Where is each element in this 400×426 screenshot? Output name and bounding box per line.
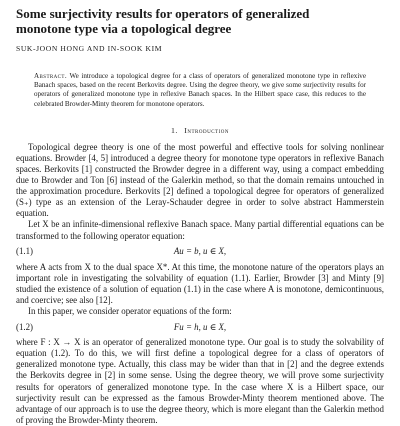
abstract-label: Abstract.: [34, 72, 68, 80]
section-title: Introduction: [184, 125, 230, 135]
equation-1-2: [16, 319, 384, 335]
paragraph-1: Topological degree theory is one of the most powerful and effective tools for solving nonlinear equations. Browder [4, 5] introduced a degree theory for monotone type operators in reflexive Banach spaces. Berkovits [1] constructed the Browder degree in a different way, using a compact embedding due to Browder and Ton [6] instead of the Galerkin method, so that the domain remains untouched in the approximation procedure. Berkovits [2] defined a topological degree for operators of generalized (S₊) type as an extension of the Leray-Schauder degree in order to solve abstract Hammerstein equation.: [16, 141, 384, 219]
equation-number: (1.1): [16, 246, 34, 257]
paragraph-2: Let X be an infinite-dimensional reflexive Banach space. Many partial differential equations can be transformed to the following operator equation:: [16, 219, 384, 241]
abstract: [34, 72, 366, 109]
paragraph-3: where A acts from X to the dual space X*. At this time, the monotone nature of the operators plays an important role in investigating the solvability of equation (1.1). Earlier, Browder [3] and Minty [9] studied the existence of a solution of equation (1.1) in the case where A is monotone, demicontinuous, and coercive; see also [12].: [16, 261, 384, 305]
paper-title: Some surjectivity results for operators of generalized monotone type via a topological degree: [16, 6, 310, 36]
body-text: [16, 142, 384, 426]
section-heading: [16, 126, 384, 136]
equation-1-1: [16, 244, 384, 260]
paper-authors: SUK-JOON HONG AND IN-SOOK KIM: [16, 44, 163, 53]
equation-body: Fu = h, u ∈ X,: [173, 321, 227, 332]
abstract-text: We introduce a topological degree for a class of operators of generalized monotone type in reflexive Banach spaces, based on the recent Berkovits degree. Using the degree theory, we give some surjectivity results for operators of generalized monotone type in reflexive Banach spaces. In the Hilbert space case, this reduces to the celebrated Browder-Minty theorem for monotone operators.: [34, 72, 366, 108]
equation-number: (1.2): [16, 321, 34, 332]
paragraph-5: where F : X → X is an operator of generalized monotone type. Our goal is to study the solvability of equation (1.2). To do this, we will first define a topological degree for a class of operators of generalized monotone type. Actually, this class may be wider than that in [2] and the degree extends the Berkovits degree in [2] in some sense. Using the degree theory, we will prove some surjectivity results for operators of generalized monotone type. In the case where X is a Hilbert space, our surjectivity result can be expressed as the famous Browder-Minty theorem mentioned above. The advantage of our approach is to use the degree theory, which is more elegant than the Galerkin method of proving the Browder-Minty theorem.: [16, 337, 384, 425]
paper-page: [16, 0, 384, 426]
section-number: 1.: [170, 125, 178, 135]
equation-body: Au = b, u ∈ X,: [173, 246, 227, 257]
paragraph-4: In this paper, we consider operator equations of the form:: [28, 306, 232, 317]
